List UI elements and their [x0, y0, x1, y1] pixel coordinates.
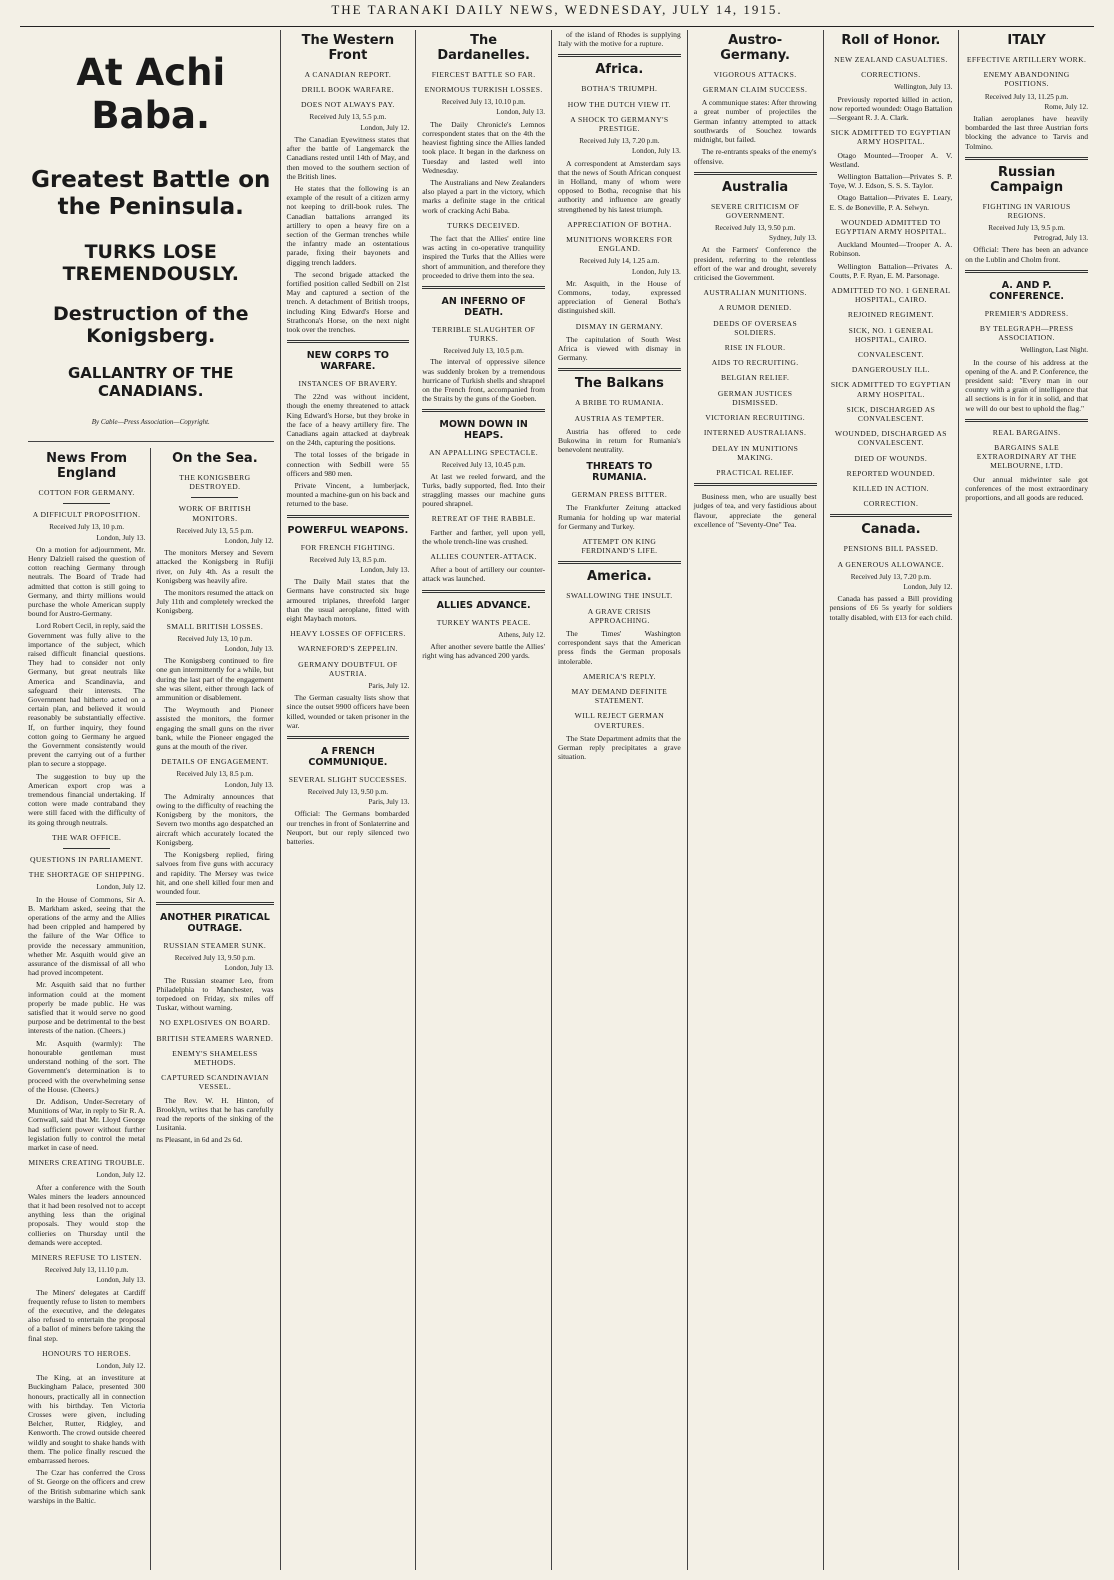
placeline: London, July 13.: [632, 267, 681, 276]
article-paragraph: Mr. Asquith, in the House of Commons, today, expressed appreciation of General Botha's distinguished skill.: [558, 278, 681, 316]
article-subhead: AUSTRALIAN MUNITIONS.: [703, 288, 807, 298]
article-paragraph: The fact that the Allies' entire line was acting in co-operative tranquility inspired the Turks that the Allies were short of ammunition, and therefore they proceeded to drive them into the sea.: [422, 233, 545, 280]
italy-russia-column: [959, 30, 1094, 1570]
divider: [287, 340, 410, 343]
roll-of-honor-column: [824, 30, 960, 1570]
article-subhead: AIDS TO RECRUITING.: [711, 358, 799, 368]
article-subhead: AN APPALLING SPECTACLE.: [429, 448, 539, 458]
article-subhead: BY TELEGRAPH—PRESS ASSOCIATION.: [979, 323, 1074, 343]
section-heading: News From England: [46, 451, 128, 481]
article-paragraph: Canada has passed a Bill providing pensions of £6 5s yearly for soldiers totally disabled, with £13 for each child.: [829, 594, 953, 622]
article-paragraph: The Daily Chronicle's Lemnos correspondent states that on the 4th the heaviest fighting since the Allies landed took place. It began in the darkness on Tuesday and lasted well into Wednesday.: [422, 119, 545, 175]
article-subhead: GERMANY DOUBTFUL OF AUSTRIA.: [298, 659, 398, 678]
article-subhead: GERMAN JUSTICES DISMISSED.: [717, 388, 793, 407]
article-subhead: BRITISH STEAMERS WARNED.: [156, 1033, 274, 1043]
divider: [422, 286, 545, 289]
article-headline: THREATS TO RUMANIA.: [586, 461, 653, 484]
placeline: London, July 13.: [632, 147, 681, 156]
article-subhead: REJOINED REGIMENT.: [847, 310, 934, 320]
article-subhead: WILL REJECT GERMAN OVERTURES.: [574, 711, 665, 730]
article-subhead: DANGEROUSLY ILL.: [851, 365, 930, 375]
section-heading: Austro-Germany.: [720, 33, 790, 63]
placeline: Paris, July 13.: [368, 798, 410, 807]
divider: [63, 848, 110, 849]
casualty-line: Wellington Battalion—Privates S. P. Toye, W. J. Edson, S. S. S. Taylor.: [829, 171, 953, 191]
article-subhead: VICTORIAN RECRUITING.: [705, 413, 806, 423]
article-subhead: RUSSIAN STEAMER SUNK.: [163, 940, 267, 950]
article-headline: A. AND P. CONFERENCE.: [989, 279, 1065, 302]
article-subhead: TURKS DECEIVED.: [447, 220, 520, 230]
article-subhead: A CANADIAN REPORT.: [304, 69, 392, 79]
article-paragraph: A communique states: After throwing a great number of projectiles the German infantry attempted to attack southwards of Souchez towards midnight, but failed.: [693, 98, 817, 145]
article-paragraph: The capitulation of South West Africa is viewed with dismay in Germany.: [558, 334, 681, 363]
divider: [558, 54, 681, 57]
article-subhead: THE KONIGSBERG DESTROYED.: [179, 472, 251, 492]
lead-subheadline: Greatest Battle on the Peninsula.: [31, 167, 271, 220]
article-subhead: MAY DEMAND DEFINITE STATEMENT.: [571, 687, 668, 706]
article-paragraph: The Konigsberg replied, firing salvoes from five guns with accuracy and rapidity. The Mersey was twice hit, and one shell killed four men and wounded four.: [156, 850, 274, 896]
dateline: Received July 13, 10.10 p.m.: [441, 98, 526, 107]
divider: [287, 736, 410, 739]
article-subhead: ENORMOUS TURKISH LOSSES.: [424, 85, 543, 95]
article-paragraph: The monitors Mersey and Severn attacked the Konigsberg in Rufiji river, on July 4th. As a result the Konigsberg was heavily afire.: [156, 548, 274, 585]
article-paragraph: Official: There has been an advance on the Lublin and Cholm front.: [965, 245, 1088, 264]
article-paragraph: The Admiralty announces that owing to the difficulty of reaching the Konigsberg by the monitors, the Severn two months ago despatched an aircraft which accurately located the Konigsberg.: [156, 791, 274, 847]
section-heading: Africa.: [595, 62, 644, 78]
placeline: London, July 12.: [96, 1361, 146, 1370]
placeline: Wellington, Last Night.: [1020, 346, 1088, 355]
news-from-england-column: [28, 448, 151, 1570]
article-paragraph: The Rev. W. H. Hinton, of Brooklyn, writes that he has carefully read the reports of the sinking of the Lusitania.: [156, 1095, 274, 1133]
article-paragraph: The total losses of the brigade in connection with Sedbill were 55 officers and 980 men.: [286, 450, 410, 478]
section-heading: Roll of Honor.: [841, 33, 941, 48]
placeline: London, July 12.: [96, 883, 146, 892]
article-subhead: SICK, DISCHARGED AS CONVALESCENT.: [846, 404, 936, 424]
placeline: London, July 13.: [360, 565, 410, 574]
article-subhead: WOUNDED ADMITTED TO EGYPTIAN ARMY HOSPITAL.: [835, 217, 947, 236]
dateline: Received July 13, 9.50 p.m.: [715, 224, 796, 233]
article-subhead: ADMITTED TO NO. 1 GENERAL HOSPITAL, CAIRO.: [831, 286, 951, 305]
africa-balkans-america-column: [552, 30, 688, 1570]
article-subhead: RISE IN FLOUR.: [724, 343, 786, 353]
article-headline: MOWN DOWN IN HEAPS.: [439, 419, 528, 442]
placeline: Athens, July 12.: [498, 630, 545, 639]
section-heading: Australia: [722, 179, 789, 195]
divider: [830, 514, 953, 517]
article-subhead: PRACTICAL RELIEF.: [716, 467, 794, 477]
article-paragraph: The Times' Washington correspondent says that the American press finds the German proposals intolerable.: [558, 628, 681, 666]
dateline: Received July 14, 1.25 a.m.: [579, 257, 660, 266]
article-subhead: A RUMOR DENIED.: [718, 303, 792, 313]
article-subhead: WARNEFORD'S ZEPPELIN.: [297, 644, 398, 654]
newspaper-page: [22, 30, 1094, 1570]
article-subhead: CORRECTIONS.: [861, 70, 921, 80]
divider: [191, 497, 238, 498]
tea-advert: Business men, who are usually best judges of tea, and very fastidious about flavour, appreciate the general excellence of "Seventy-One" Tea.: [693, 492, 817, 529]
casualty-line: Wellington Battalion—Privates A. Coutts, P. F. Ryan, E. M. Parsonage.: [829, 261, 953, 280]
article-paragraph: Official: The Germans bombarded our trenches in front of Sonlaterrine and Neuport, but our reply silenced two batteries.: [286, 809, 410, 847]
section-heading: Russian Campaign: [990, 164, 1064, 195]
article-subhead: WORK OF BRITISH MONITORS.: [178, 504, 251, 523]
placeline: Wellington, July 13.: [894, 83, 953, 92]
dateline: Received July 13, 5.5 p.m.: [309, 113, 387, 122]
article-paragraph: The Russian steamer Leo, from Philadelphia to Manchester, was torpedoed on Friday, six miles off Tuskar, without warning.: [156, 975, 274, 1013]
western-front-column: [281, 30, 417, 1570]
article-subhead: BELGIAN RELIEF.: [721, 373, 790, 383]
cable-byline: By Cable—Press Association—Copyright.: [91, 417, 210, 426]
article-paragraph: The Daily Mail states that the Germans have constructed six huge armoured triplanes, threefold larger than the usual aeroplane, fitted with eight Maybach motors.: [286, 577, 410, 623]
divider: [965, 270, 1088, 273]
article-subhead: SMALL BRITISH LOSSES.: [166, 621, 264, 631]
article-subhead: FOR FRENCH FIGHTING.: [300, 542, 396, 552]
dateline: Received July 13, 10 p.m.: [177, 634, 253, 643]
dateline: Received July 13, 5.5 p.m.: [176, 526, 254, 535]
section-heading: The Western Front: [301, 33, 395, 63]
lead-deck-3: GALLANTRY OF THE CANADIANS.: [68, 364, 234, 400]
section-heading: Canada.: [861, 522, 921, 538]
article-paragraph: The interval of oppressive silence was suddenly broken by a tremendous hurricane of Turkish shells and shrapnel on the French front, accompanied from the Straits by the guns of the Goeben.: [422, 357, 545, 404]
article-paragraph: The suggestion to buy up the American export crop was a tremendous financial undertaking. If cotton were made contraband they were still faced with the difficulty of its going through neutrals.: [28, 771, 146, 827]
dateline: Received July 13, 9.50 p.m.: [307, 788, 388, 797]
placeline: London, July 13.: [224, 645, 274, 654]
on-the-sea-column: [151, 448, 273, 1570]
article-subhead: SEVERE CRITICISM OF GOVERNMENT.: [711, 201, 800, 220]
dateline: Received July 13, 7.20 p.m.: [579, 137, 660, 146]
placeline: London, July 13.: [224, 780, 274, 789]
article-subhead: ENEMY ABANDONING POSITIONS.: [983, 70, 1070, 89]
article-subhead: DIED OF WOUNDS.: [854, 453, 928, 463]
article-subhead: SWALLOWING THE INSULT.: [566, 591, 673, 601]
article-subhead: SICK, NO. 1 GENERAL HOSPITAL, CAIRO.: [848, 325, 934, 344]
article-subhead: A GRAVE CRISIS APPROACHING.: [587, 606, 652, 625]
article-headline: NEW CORPS TO WARFARE.: [306, 350, 389, 373]
article-subhead: MINERS REFUSE TO LISTEN.: [31, 1252, 142, 1262]
article-paragraph: The State Department admits that the German reply precipitates a grave situation.: [558, 733, 681, 762]
article-subhead: COTTON FOR GERMANY.: [38, 487, 135, 497]
article-subhead: QUESTIONS IN PARLIAMENT.: [30, 855, 144, 865]
article-paragraph: The second brigade attacked the fortified position called Sedbill on 21st May and captured a section of the trench. A detachment of British troops, including King Edward's Horse and Strathcona's Horse, on the next night took over the trenches.: [286, 269, 410, 334]
lead-story-headline-block: [28, 52, 274, 442]
divider: [558, 561, 681, 564]
article-subhead: DISMAY IN GERMANY.: [575, 321, 664, 331]
divider: [965, 419, 1088, 422]
masthead-rule: [20, 26, 1094, 27]
article-subhead: HOW THE DUTCH VIEW IT.: [567, 99, 671, 109]
dateline: Received July 13, 7.20 p.m.: [850, 572, 931, 581]
article-subhead: FIGHTING IN VARIOUS REGIONS.: [982, 201, 1071, 220]
divider: [63, 503, 110, 504]
section-heading: ITALY: [1007, 33, 1046, 48]
article-subhead: EFFECTIVE ARTILLERY WORK.: [966, 54, 1087, 64]
casualty-line: Otago Battalion—Privates E. Leary, E. S. de Boneville, P. A. Selwyn.: [829, 193, 953, 212]
article-subhead: VIGOROUS ATTACKS.: [713, 69, 797, 79]
placeline: London, July 12.: [360, 123, 410, 132]
article-subhead: SEVERAL SLIGHT SUCCESSES.: [288, 774, 407, 784]
article-paragraph: of the island of Rhodes is supplying Italy with the motive for a rupture.: [558, 30, 681, 49]
article-subhead: DELAY IN MUNITIONS MAKING.: [711, 443, 799, 462]
article-subhead: NEW ZEALAND CASUALTIES.: [834, 54, 948, 64]
article-subhead: NO EXPLOSIVES ON BOARD.: [159, 1018, 271, 1028]
dateline: Received July 13, 8.5 p.m.: [176, 770, 254, 779]
article-subhead: DETAILS OF ENGAGEMENT.: [161, 757, 269, 767]
dateline: Received July 13, 11.25 p.m.: [984, 92, 1069, 101]
placeline: London, July 12.: [903, 583, 953, 591]
lead-deck-1: TURKS LOSE TREMENDOUSLY.: [62, 240, 239, 285]
article-paragraph: Austria has offered to cede Bukowina in return for Rumania's benevolent neutrality.: [558, 426, 681, 455]
dateline: Received July 13, 10.5 p.m.: [443, 347, 524, 356]
article-paragraph: The Czar has conferred the Cross of St. George on the officers and crew of the British submarine which sank warships in the Baltic.: [28, 1468, 146, 1505]
article-subhead: SICK ADMITTED TO EGYPTIAN ARMY HOSPITAL.: [830, 380, 951, 399]
article-subhead: INTERNED AUSTRALIANS.: [703, 428, 807, 438]
article-paragraph: At last we reeled forward, and the Turks, badly supported, fled. Into their straggling masses our machine guns poured shrapnel.: [422, 471, 545, 509]
article-paragraph: In the course of his address at the opening of the A. and P. Conference, the president said: "Every man in our country with a grain of intelligence that all sections is in for it in solid, and that we will do our best to uphold the flag.": [965, 357, 1088, 413]
article-subhead: SICK ADMITTED TO EGYPTIAN ARMY HOSPITAL.: [830, 128, 951, 147]
article-subhead: FIERCEST BATTLE SO FAR.: [431, 69, 536, 79]
casualty-line: Auckland Mounted—Trooper A. A. Robinson.: [829, 240, 953, 259]
article-subhead: A SHOCK TO GERMANY'S PRESTIGE.: [570, 114, 669, 133]
article-subhead: THE SHORTAGE OF SHIPPING.: [28, 870, 145, 880]
article-subhead: TURKEY WANTS PEACE.: [436, 617, 531, 627]
article-subhead: GERMAN PRESS BITTER.: [571, 490, 668, 500]
article-headline: POWERFUL WEAPONS.: [287, 524, 409, 536]
advert-paragraph: Our annual midwinter sale got conferences of the most extraordinary proportions, and all goods are reduced.: [965, 474, 1088, 502]
article-paragraph: The Frankfurter Zeitung attacked Rumania for holding up war material for Germany and Turkey.: [558, 503, 681, 531]
article-subhead: DOES NOT ALWAYS PAY.: [301, 100, 395, 110]
placeline: London, July 13.: [96, 533, 146, 542]
article-subhead: APPRECIATION OF BOTHA.: [567, 219, 672, 229]
article-subhead: ATTEMPT ON KING FERDINAND'S LIFE.: [581, 537, 658, 556]
casualty-line: Otago Mounted—Trooper A. V. Westland.: [829, 150, 953, 169]
divider: [422, 590, 545, 593]
article-headline: AN INFERNO OF DEATH.: [441, 295, 526, 318]
section-heading: America.: [587, 569, 652, 585]
article-subhead: GERMAN CLAIM SUCCESS.: [702, 85, 808, 95]
article-paragraph: The Miners' delegates at Cardiff frequently refuse to listen to members of the executive, and the delegates also refused to entertain the proposal of a ballot of miners before taking the final step.: [28, 1287, 146, 1343]
dardanelles-column: [416, 30, 552, 1570]
article-paragraph: After a bout of artillery our counter-attack was launched.: [422, 565, 545, 584]
article-subhead: HEAVY LOSSES OF OFFICERS.: [290, 629, 406, 639]
placeline: London, July 13.: [224, 964, 274, 973]
article-paragraph: In the House of Commons, Sir A. B. Markham asked, seeing that the operations of the army and the Allies had been crippled and hampered by the failure of the War Office to provide the necessary ammunition, whether Mr. Asquith would give an assurance of the dismissal of all who had proved incompetent.: [28, 894, 146, 978]
section-heading: The Balkans: [574, 376, 664, 392]
article-subhead: INSTANCES OF BRAVERY.: [298, 379, 398, 388]
article-subhead: HONOURS TO HEROES.: [42, 1348, 132, 1358]
lead-column: [22, 30, 281, 1570]
article-paragraph: The re-entrants speaks of the enemy's offensive.: [693, 147, 817, 166]
article-paragraph: At the Farmers' Conference the president, referring to the relentless effort of the war and drought, severely criticised the Government.: [693, 245, 817, 283]
article-paragraph: The Weymouth and Pioneer assisted the monitors, the former engaging the small guns on the river bank, while the Pioneer engaged the guns at the mouth of the river.: [156, 705, 274, 752]
main-headline: At Achi Baba.: [76, 51, 226, 137]
article-subhead: A BRIBE TO RUMANIA.: [574, 398, 664, 408]
article-paragraph: The Canadian Eyewitness states that after the battle of Langemarck the Canadians rested until 14th of May, and then moved to the southern section of the British lines.: [286, 134, 410, 181]
divider: [422, 409, 545, 412]
placeline: Petrograd, July 13.: [1033, 234, 1088, 243]
article-subhead: PREMIER'S ADDRESS.: [984, 308, 1069, 318]
article-paragraph: He states that the following is an example of the result of a citizen army not keeping to drill-book rules. The Canadian battalions arranged its artillery to open a heavy fire on a section of the German trenches while the infantry made an ostentatious parade, fixing their bayonets and digging trench ladders.: [286, 183, 410, 267]
article-paragraph: Private Vincent, a lumberjack, mounted a machine-gun on his back and returned to the base.: [286, 481, 410, 509]
article-headline: ALLIES ADVANCE.: [436, 599, 531, 611]
placeline: Paris, July 12.: [368, 682, 410, 690]
article-subhead: A GENEROUS ALLOWANCE.: [837, 559, 945, 569]
advert-headline: REAL BARGAINS.: [992, 427, 1061, 437]
article-subhead: MINERS CREATING TROUBLE.: [28, 1158, 145, 1168]
newspaper-masthead: THE TARANAKI DAILY NEWS, WEDNESDAY, JULY 14, 1915.: [331, 2, 783, 17]
article-subhead: ENEMY'S SHAMELESS METHODS.: [172, 1048, 258, 1067]
article-paragraph: Lord Robert Cecil, in reply, said the Government was fully alive to the importance of the subject, which raised difficult financial questions. They had to consider not only Germany, but great neutrals like America and Scandinavia, and safeguard their interests. The Government had hitherto acted on a certain plan, and believed it would reasonably be substantially effective. If, on further inquiry, they found cotton going to Germany he argued the Government consistently would prevent the carrying out of a further plan to secure a stoppage.: [28, 621, 146, 769]
divider: [965, 157, 1088, 160]
article-headline: A FRENCH COMMUNIQUE.: [308, 746, 388, 768]
section-heading: On the Sea.: [172, 451, 258, 467]
article-paragraph: Farther and farther, yell upon yell, the whole trench-line was crushed.: [422, 527, 545, 546]
divider: [694, 172, 817, 175]
lead-subcolumns: [28, 448, 274, 1570]
article-subhead: CAPTURED SCANDINAVIAN VESSEL.: [161, 1073, 269, 1092]
article-subhead: KILLED IN ACTION.: [852, 484, 929, 494]
section-heading: The Dardanelles.: [437, 33, 530, 63]
austro-germany-australia-column: [688, 30, 824, 1570]
article-subhead: AUSTRIA AS TEMPTER.: [574, 413, 665, 423]
placeline: London, July 12.: [224, 537, 274, 545]
article-paragraph: The King, at an investiture at Buckingham Palace, presented 300 honours, practically all in connection with his birthday. Ten Victoria Crosses were given, including Belcher, Rutter, Ridgley, and Kenworth. The crowd outside cheered wildly and sought to shake hands with them. The police finally rescued the embarrassed heroes.: [28, 1373, 146, 1466]
advert-subhead: BARGAINS SALE EXTRAORDINARY AT THE MELBOURNE, LTD.: [976, 442, 1077, 471]
dateline: Received July 13, 8.5 p.m.: [309, 555, 387, 564]
article-subhead: WOUNDED, DISCHARGED AS CONVALESCENT.: [834, 429, 947, 448]
article-subhead: CONVALESCENT.: [857, 350, 924, 360]
divider: [287, 515, 410, 518]
article-paragraph: The monitors resumed the attack on July 11th and completely wrecked the Konigsberg.: [156, 588, 274, 616]
article-paragraph: The 22nd was without incident, though the enemy threatened to attack King Edward's Horse, but they broke in the face of a heavy artillery fire. The Canadians again attacked at daybreak on the 24th, capturing the positions.: [286, 392, 410, 448]
placeline: London, July 12.: [96, 1171, 146, 1180]
lead-deck-2: Destruction of the Konigsberg.: [53, 302, 249, 347]
article-subhead: RETREAT OF THE RABBLE.: [431, 514, 536, 524]
divider: [156, 902, 273, 905]
article-subhead: TERRIBLE SLAUGHTER OF TURKS.: [431, 324, 536, 343]
article-headline: ANOTHER PIRATICAL OUTRAGE.: [160, 912, 270, 935]
dateline: Received July 13, 10 p.m.: [49, 523, 125, 532]
article-paragraph: The German casualty lists show that since the outset 9900 officers have been killed, wounded or taken prisoner in the war.: [286, 693, 410, 730]
article-paragraph: On a motion for adjournment, Mr. Henry Dalziell raised the question of cotton reaching Germany through neutrals. The Board of Trade had admitted that cotton is still going to Germany, and thirty millions would purchase the whole American supply bound for Austro-Germany.: [28, 544, 146, 619]
article-subhead: CORRECTION.: [863, 499, 919, 509]
placeline: Sydney, July 13.: [769, 234, 817, 243]
placeline: Rome, July 12.: [1044, 102, 1088, 111]
article-paragraph: The Australians and New Zealanders also played a part in the victory, which marks a definite stage in the critical work of cracking Achi Baba.: [422, 177, 545, 215]
article-paragraph: Dr. Addison, Under-Secretary of Munitions of War, in reply to Sir R. A. Cornwall, said that Mr. Lloyd George had sufficient power without further legislation fully to control the metal market in case of need.: [28, 1096, 146, 1152]
divider: [558, 368, 681, 371]
dateline: Received July 13, 11.10 p.m.: [44, 1266, 129, 1275]
article-paragraph: Italian aeroplanes have heavily bombarded the last three Austrian forts blocking the advance to Tarvis and Tolmino.: [965, 113, 1088, 151]
article-paragraph: A correspondent at Amsterdam says that the news of South African conquest in Holland, many of whom were opposed to Botha, recognise that his authority and influence are greatly strengthened by his latest triumph.: [558, 158, 681, 214]
article-paragraph: Mr. Asquith (warmly): The honourable gentleman must understand nothing of the sort. The Government's determination is to proceed with the overwhelming sense of the House. (Cheers.): [28, 1038, 146, 1094]
placeline: London, July 13.: [496, 108, 545, 117]
article-subhead: A DIFFICULT PROPOSITION.: [32, 510, 141, 520]
advert-fragment: ns Pleasant, in 6d and 2s 6d.: [156, 1135, 243, 1145]
article-paragraph: After another severe battle the Allies' right wing has advanced 200 yards.: [422, 642, 545, 661]
article-paragraph: Mr. Asquith said that no further information could at the moment properly be made public. He was satisfied that it would serve no good purpose and be detrimental to the best interests of the nation. (Cheers.): [28, 980, 146, 1036]
dateline: Received July 13, 9.5 p.m.: [988, 224, 1065, 233]
article-subhead: REPORTED WOUNDED.: [846, 468, 936, 478]
dateline: Received July 13, 10.45 p.m.: [441, 461, 526, 470]
divider: [694, 483, 817, 486]
article-subhead: PENSIONS BILL PASSED.: [843, 544, 939, 554]
article-subhead: MUNITIONS WORKERS FOR ENGLAND.: [566, 234, 673, 254]
article-subhead: ALLIES COUNTER-ATTACK.: [430, 552, 537, 562]
article-subhead: DEEDS OF OVERSEAS SOLDIERS.: [713, 318, 798, 337]
article-subhead: AMERICA'S REPLY.: [582, 671, 656, 681]
article-subhead: BOTHA'S TRIUMPH.: [581, 84, 658, 94]
article-paragraph: After a conference with the South Wales miners the leaders announced that it had been resolved not to accept anything less than the original proposals. They would stop the collieries on Thursday until the demands were accepted.: [28, 1182, 146, 1247]
article-subhead: DRILL BOOK WARFARE.: [301, 85, 395, 95]
article-paragraph: The Konigsberg continued to fire one gun intermittently for a while, but during the last part of the engagement she was silent, either through lack of ammunition or disablement.: [156, 656, 274, 703]
article-subhead: THE WAR OFFICE.: [51, 832, 122, 842]
article-paragraph: Previously reported killed in action, now reported wounded: Otago Battalion—Sergeant R. J. A. Clark.: [829, 94, 953, 122]
dateline: Received July 13, 9.50 p.m.: [174, 954, 255, 963]
placeline: London, July 13.: [96, 1276, 146, 1285]
